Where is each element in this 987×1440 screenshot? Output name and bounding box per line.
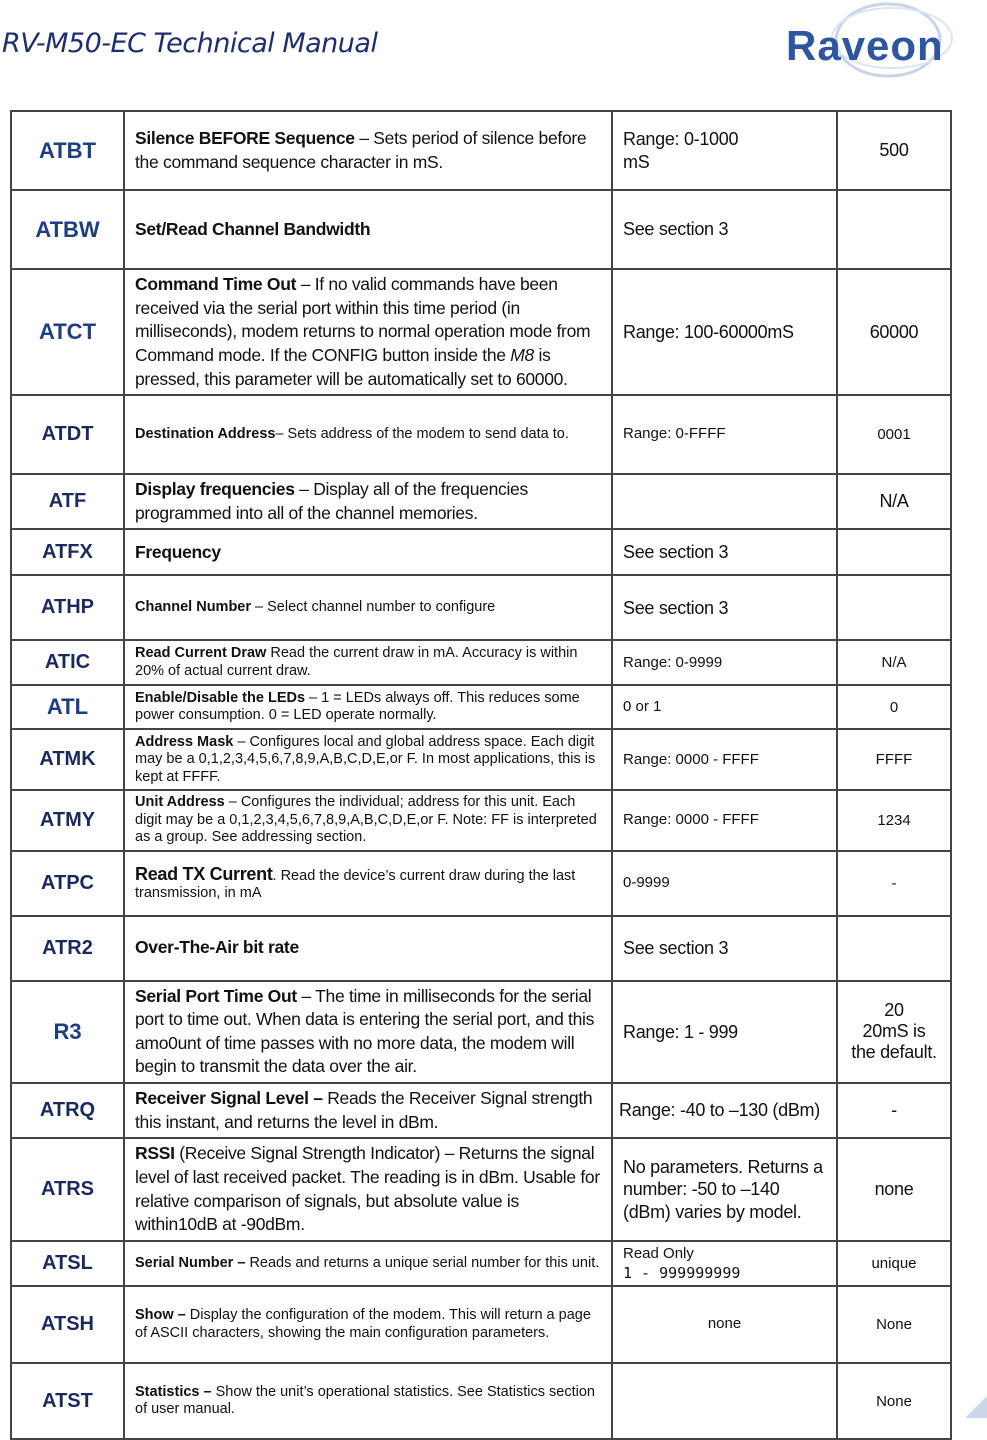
table-row [11, 729, 951, 790]
command-range: Range: 0-9999 [612, 640, 837, 685]
command-name: ATDT [11, 395, 124, 474]
command-name: ATMY [11, 790, 124, 850]
command-name: ATCT [11, 269, 124, 395]
command-range: none [612, 1286, 837, 1363]
command-name: ATBW [11, 190, 124, 269]
command-range: Range: 0-1000 mS [612, 111, 837, 190]
command-name: ATF [11, 474, 124, 529]
command-description: Receiver Signal Level – Reads the Receiver Signal strength this instant, and returns the level in dBm. [124, 1083, 612, 1138]
command-description: Command Time Out – If no valid commands have been received via the serial port within this time period (in milliseconds), modem returns to normal operation mode from Command mode. If the CONFIG button inside the M8 is pressed, this parameter will be automatically set to 60000. [124, 269, 612, 395]
command-range: Range: 0000 - FFFF [612, 729, 837, 790]
command-default: N/A [837, 640, 951, 685]
command-name: ATSL [11, 1241, 124, 1287]
command-description: Unit Address – Configures the individual; address for this unit. Each digit may be a 0,1,2,3,4,5,6,7,8,9,A,B,C,D,E,or F. Note: FF is interpreted as a group. See addressing section. [124, 790, 612, 850]
command-description: Statistics – Show the unit’s operational statistics. See Statistics section of user manual. [124, 1363, 612, 1439]
command-description: Destination Address– Sets address of the modem to send data to. [124, 395, 612, 474]
command-description: Serial Number – Reads and returns a unique serial number for this unit. [124, 1241, 612, 1287]
table-row [11, 851, 951, 916]
command-table [10, 110, 952, 1440]
command-range: No parameters. Returns a number: -50 to –140 (dBm) varies by model. [612, 1138, 837, 1241]
table-row [11, 916, 951, 981]
command-description: Read TX Current. Read the device’s current draw during the last transmission, in mA [124, 851, 612, 916]
command-default: 1234 [837, 790, 951, 850]
command-range: See section 3 [612, 529, 837, 575]
command-default: FFFF [837, 729, 951, 790]
command-range [612, 1363, 837, 1439]
command-range: Range: -40 to –130 (dBm) [612, 1083, 837, 1138]
table-row [11, 1241, 951, 1287]
command-name: ATRQ [11, 1083, 124, 1138]
table-row [11, 685, 951, 729]
command-default [837, 529, 951, 575]
command-description: Channel Number – Select channel number to configure [124, 575, 612, 640]
command-description: Serial Port Time Out – The time in milliseconds for the serial port to time out. When data is entering the serial port, and this amo0unt of time passes with no more data, the modem will begin to transmit the data over the air. [124, 981, 612, 1084]
table-row [11, 1138, 951, 1241]
command-name: R3 [11, 981, 124, 1084]
table-row [11, 1286, 951, 1363]
command-name: ATFX [11, 529, 124, 575]
table-row [11, 640, 951, 685]
command-name: ATIC [11, 640, 124, 685]
command-name: ATBT [11, 111, 124, 190]
command-range: 0 or 1 [612, 685, 837, 729]
command-name: ATHP [11, 575, 124, 640]
command-default: 0 [837, 685, 951, 729]
table-row [11, 190, 951, 269]
command-name: ATSH [11, 1286, 124, 1363]
command-range: Range: 100-60000mS [612, 269, 837, 395]
command-default: 20 20mS is the default. [837, 981, 951, 1084]
command-range: Range: 0-FFFF [612, 395, 837, 474]
table-row [11, 269, 951, 395]
command-description: Silence BEFORE Sequence – Sets period of silence before the command sequence character in mS. [124, 111, 612, 190]
table-row [11, 981, 951, 1084]
command-default: None [837, 1363, 951, 1439]
command-default: none [837, 1138, 951, 1241]
command-default: - [837, 1083, 951, 1138]
command-default: N/A [837, 474, 951, 529]
command-description: Address Mask – Configures local and global address space. Each digit may be a 0,1,2,3,4,5,6,7,8,9,A,B,C,D,E,or F. In most applications, this is kept at FFFF. [124, 729, 612, 790]
command-range: See section 3 [612, 190, 837, 269]
command-description: Enable/Disable the LEDs – 1 = LEDs always off. This reduces some power consumption. 0 = LED operate normally. [124, 685, 612, 729]
command-default: None [837, 1286, 951, 1363]
table-row [11, 395, 951, 474]
command-description: RSSI (Receive Signal Strength Indicator) – Returns the signal level of last received packet. The reading is in dBm. Usable for relative comparison of signals, but absolute value is within10dB at -90dBm. [124, 1138, 612, 1241]
command-name: ATST [11, 1363, 124, 1439]
page-title: RV-M50-EC Technical Manual [2, 28, 378, 59]
table-row [11, 529, 951, 575]
logo-text: Raveon [786, 22, 944, 69]
command-default: 500 [837, 111, 951, 190]
command-default: unique [837, 1241, 951, 1287]
command-default: 60000 [837, 269, 951, 395]
command-default: 0001 [837, 395, 951, 474]
command-description: Display frequencies – Display all of the frequencies programmed into all of the channel memories. [124, 474, 612, 529]
command-name: ATRS [11, 1138, 124, 1241]
command-range: See section 3 [612, 575, 837, 640]
command-default: - [837, 851, 951, 916]
command-description: Over-The-Air bit rate [124, 916, 612, 981]
table-row [11, 1083, 951, 1138]
command-description: Read Current Draw Read the current draw in mA. Accuracy is within 20% of actual current draw. [124, 640, 612, 685]
command-range: Read Only 1 - 999999999 [612, 1241, 837, 1287]
command-name: ATL [11, 685, 124, 729]
table-row [11, 575, 951, 640]
command-range [612, 474, 837, 529]
command-description: Frequency [124, 529, 612, 575]
command-range: 0-9999 [612, 851, 837, 916]
command-range: Range: 1 - 999 [612, 981, 837, 1084]
table-row [11, 474, 951, 529]
page-corner-icon [959, 1390, 987, 1418]
command-name: ATPC [11, 851, 124, 916]
command-name: ATMK [11, 729, 124, 790]
raveon-logo [776, 0, 987, 84]
command-default [837, 575, 951, 640]
command-default [837, 916, 951, 981]
command-description: Set/Read Channel Bandwidth [124, 190, 612, 269]
table-row [11, 790, 951, 850]
command-default [837, 190, 951, 269]
command-range: Range: 0000 - FFFF [612, 790, 837, 850]
table-row [11, 1363, 951, 1439]
command-name: ATR2 [11, 916, 124, 981]
command-range: See section 3 [612, 916, 837, 981]
command-description: Show – Display the configuration of the modem. This will return a page of ASCII characters, showing the main configuration parameters. [124, 1286, 612, 1363]
table-row [11, 111, 951, 190]
